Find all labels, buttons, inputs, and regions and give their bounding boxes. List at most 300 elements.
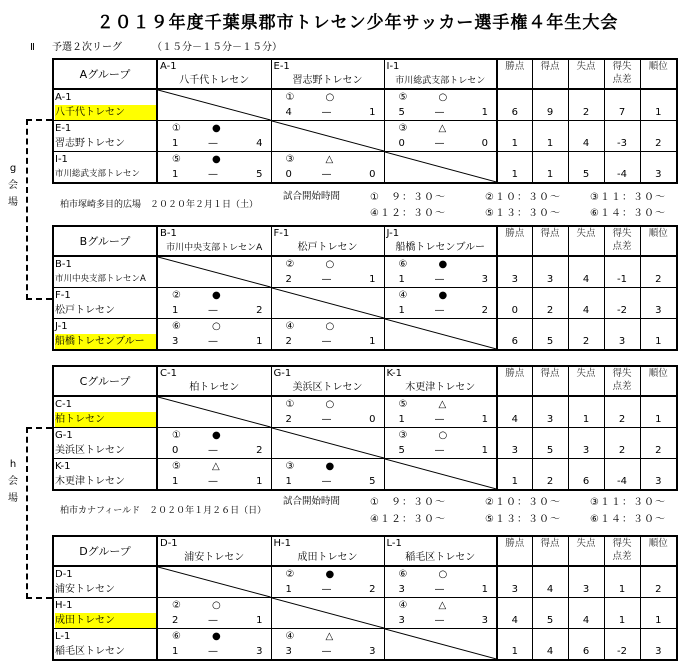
goals-for-value: 5 [532,319,568,351]
kickoff-time-5: ⑤１３：３０～ [485,208,561,219]
opponent-header [271,536,384,566]
score-separator: — [321,107,332,118]
team-cell [53,288,157,319]
goals-for-header-label: 得点 [540,228,560,239]
opponent-name: 松戸トレセン [297,242,358,253]
score-separator: — [321,584,332,595]
team-cell [53,121,157,152]
score-for: 2 [285,336,292,347]
team-code: F-1 [55,290,71,301]
table-header-row [53,536,677,566]
rank-header-label: 順位 [648,538,668,549]
match-round-number: ⑥ [398,259,408,270]
team-cell [53,152,157,184]
goals-for-value: 5 [532,428,568,459]
table-row [53,256,677,288]
score-for: 5 [398,107,405,118]
match-outcome-symbol: ○ [325,399,335,410]
score-against: 1 [369,336,376,347]
table-row [53,319,677,351]
team-name-highlighted: 成田トレセン [55,613,156,628]
score-for: 0 [398,138,405,149]
venue-h-label [6,456,20,507]
score-separator: — [434,107,445,118]
rank-value: 3 [640,629,677,661]
goal-diff-header-line-2: 点差 [612,551,632,562]
match-outcome-symbol: ● [212,123,221,134]
opponent-name: 八千代トレセン [179,75,250,86]
goals-against-header [568,226,604,256]
match-result-cell [271,396,384,428]
opponent-code: I-1 [386,61,400,72]
opponent-code: H-1 [273,538,291,549]
match-outcome-symbol: △ [212,461,220,472]
points-header [497,59,532,89]
table-row [53,428,677,459]
points-value: 1 [497,152,532,184]
opponent-header [384,366,497,396]
score-for: 1 [172,646,179,657]
opponent-name: 美浜区トレセン [292,382,363,393]
goals-for-value: 4 [532,629,568,661]
team-code: B-1 [55,259,72,270]
points-header-label: 勝点 [505,368,525,379]
kickoff-time-3: ③１１：３０～ [590,497,666,508]
rank-header-label: 順位 [648,228,668,239]
rank-value: 1 [640,319,677,351]
rank-value: 1 [640,89,677,121]
opponent-name: 木更津トレセン [405,382,476,393]
match-outcome-symbol: ● [212,430,221,441]
goal-diff-header [604,536,640,566]
rank-header [640,59,677,89]
score-against: 0 [481,138,488,149]
points-header [497,366,532,396]
team-name: 美浜区トレセン [55,445,125,456]
opponent-code: B-1 [160,228,177,239]
score-separator: — [208,169,218,180]
goals-for-value: 3 [532,256,568,288]
goals-for-value: 2 [532,288,568,319]
match-result-cell [384,288,497,319]
score-separator: — [321,646,332,657]
points-value: 6 [497,319,532,351]
goals-for-header [532,366,568,396]
match-round-number: ② [285,259,295,270]
match-round-number: ④ [398,290,408,301]
match-result-cell [271,629,384,661]
points-value: 1 [497,459,532,491]
score-separator: — [434,274,445,285]
opponent-header [384,59,497,89]
points-value: 1 [497,121,532,152]
team-cell [53,256,157,288]
group-table-c [52,365,678,491]
score-for: 2 [285,274,292,285]
match-result-cell [271,459,384,491]
score-separator: — [208,476,218,487]
score-against: 1 [481,584,488,595]
opponent-code: K-1 [386,368,402,379]
self-match-diagonal [157,89,271,121]
group-table-d [52,535,678,661]
score-against: 5 [256,169,263,180]
score-separator: — [434,414,445,425]
opponent-header [271,59,384,89]
venue-jo: 場 [8,493,18,504]
score-for: 4 [285,107,292,118]
opponent-header [157,59,271,89]
score-separator: — [208,336,218,347]
score-for: 3 [285,646,292,657]
match-round-number: ② [285,569,295,580]
match-outcome-symbol: △ [325,154,334,165]
team-cell [53,629,157,661]
team-code: J-1 [55,321,68,332]
score-against: 5 [369,476,376,487]
opponent-header [157,366,271,396]
rank-value: 1 [640,396,677,428]
score-for: 3 [398,615,405,626]
match-round-number: ③ [285,154,295,165]
score-against: 3 [481,615,488,626]
score-separator: — [321,274,332,285]
team-cell [53,319,157,351]
team-name: 習志野トレセン [55,138,125,149]
match-result-cell [271,89,384,121]
match-result-cell [384,566,497,598]
self-match-diagonal [157,566,271,598]
score-separator: — [321,414,332,425]
opponent-name: 浦安トレセン [184,552,245,563]
score-for: 0 [172,445,179,456]
points-value: 3 [497,256,532,288]
score-separator: — [321,476,332,487]
goal-diff-value: -3 [604,121,640,152]
opponent-header [384,536,497,566]
match-round-number: ① [172,123,181,134]
table-row [53,459,677,491]
match-result-cell [384,428,497,459]
goal-diff-header-line-2: 点差 [612,74,632,85]
points-value: 4 [497,598,532,629]
goal-diff-header-line-1: 得失 [612,538,632,549]
venue-letter: h [9,459,17,470]
opponent-header [157,226,271,256]
points-header-label: 勝点 [505,538,525,549]
opponent-code: C-1 [160,368,177,379]
team-code: K-1 [55,461,71,472]
score-against: 3 [256,646,263,657]
goals-against-header-label: 失点 [576,368,596,379]
match-round-number: ⑥ [172,321,181,332]
team-code: L-1 [55,631,71,642]
goals-for-header [532,536,568,566]
venue-h-schedule-label: 試合開始時間 [283,496,341,507]
opponent-name: 市川総武支部トレセン [395,76,486,86]
team-name: 市川総武支部トレセン [55,169,141,179]
rank-value: 3 [640,288,677,319]
match-outcome-symbol: ○ [438,430,448,441]
match-result-cell [271,256,384,288]
match-round-number: ③ [398,123,408,134]
score-against: 1 [369,107,376,118]
goal-diff-value: -2 [604,288,640,319]
rank-header-label: 順位 [648,61,668,72]
score-for: 1 [398,274,405,285]
match-result-cell [384,598,497,629]
self-match-diagonal [271,288,384,319]
self-match-diagonal [384,459,497,491]
score-for: 1 [398,305,405,316]
goals-for-value: 4 [532,566,568,598]
goals-against-value: 2 [568,89,604,121]
rank-value: 2 [640,121,677,152]
match-round-number: ⑤ [172,461,181,472]
goals-against-value: 2 [568,319,604,351]
opponent-code: L-1 [386,538,402,549]
score-for: 1 [398,414,405,425]
match-result-cell [157,598,271,629]
kickoff-time-4: ④１２：３０～ [370,514,446,525]
team-cell [53,598,157,629]
venue-g-bracket [26,119,52,300]
team-name: 松戸トレセン [55,305,115,316]
points-value: 0 [497,288,532,319]
opponent-name: 柏トレセン [189,382,240,393]
team-code: H-1 [55,600,73,611]
match-round-number: ⑤ [172,154,181,165]
opponent-name: 市川中央支部トレセンA [166,243,263,253]
match-round-number: ① [285,92,295,103]
points-value: 3 [497,566,532,598]
opponent-code: G-1 [273,368,292,379]
match-outcome-symbol: ● [212,290,221,301]
match-round-number: ④ [285,321,295,332]
score-against: 1 [481,107,488,118]
venue-kai: 会 [8,180,18,191]
score-for: 1 [172,169,179,180]
score-against: 3 [481,274,488,285]
opponent-code: F-1 [273,228,290,239]
goals-against-value: 4 [568,288,604,319]
table-row [53,121,677,152]
team-cell [53,566,157,598]
match-outcome-symbol: ○ [325,92,335,103]
goals-against-header [568,366,604,396]
table-header-row [53,226,677,256]
match-round-number: ⑥ [398,569,408,580]
score-against: 2 [481,305,488,316]
rank-header-label: 順位 [648,368,668,379]
table-header-row [53,366,677,396]
score-separator: — [321,169,332,180]
score-against: 4 [256,138,263,149]
venue-g-place-date: 柏市塚崎多目的広場 ２０２０年２月１日（土） [60,200,259,210]
kickoff-time-5: ⑤１３：３０～ [485,514,561,525]
score-for: 1 [285,476,292,487]
kickoff-time-4: ④１２：３０～ [370,208,446,219]
table-row [53,598,677,629]
score-for: 1 [172,305,179,316]
group-name: Dグループ [53,536,157,566]
venue-g-label [6,160,20,211]
points-value: 3 [497,428,532,459]
team-code: C-1 [55,399,72,410]
goal-diff-header-line-2: 点差 [612,241,632,252]
match-outcome-symbol: △ [438,399,447,410]
goals-against-value: 4 [568,256,604,288]
self-match-diagonal [271,428,384,459]
goal-diff-header-line-1: 得失 [612,368,632,379]
match-result-cell [157,428,271,459]
goal-diff-value: -4 [604,152,640,184]
opponent-code: E-1 [273,61,290,72]
goal-diff-header-line-1: 得失 [612,228,632,239]
match-result-cell [157,288,271,319]
goal-diff-value: 3 [604,319,640,351]
match-result-cell [157,459,271,491]
match-outcome-symbol: ○ [438,92,448,103]
rank-value: 2 [640,428,677,459]
group-table-a [52,58,678,184]
match-outcome-symbol: ● [438,290,448,301]
table-row [53,629,677,661]
match-outcome-symbol: ○ [325,321,335,332]
team-cell [53,89,157,121]
score-against: 0 [369,414,376,425]
goals-against-header-label: 失点 [576,538,596,549]
group-name: Aグループ [53,59,157,89]
table-row [53,288,677,319]
goals-against-header-label: 失点 [576,228,596,239]
kickoff-time-6: ⑥１４：３０～ [590,208,666,219]
match-round-number: ④ [285,631,295,642]
self-match-diagonal [384,319,497,351]
goals-for-header [532,226,568,256]
goal-diff-value: 1 [604,598,640,629]
self-match-diagonal [157,256,271,288]
self-match-diagonal [384,629,497,661]
opponent-name: 稲毛区トレセン [405,552,476,563]
points-header-label: 勝点 [505,228,525,239]
score-against: 3 [369,646,376,657]
match-outcome-symbol: ○ [212,600,221,611]
score-separator: — [434,584,445,595]
points-value: 4 [497,396,532,428]
score-separator: — [434,138,445,149]
points-header [497,536,532,566]
match-round-number: ② [172,290,181,301]
team-name-highlighted: 八千代トレセン [55,105,156,120]
match-outcome-symbol: △ [325,631,334,642]
score-for: 1 [172,476,179,487]
score-separator: — [208,445,218,456]
opponent-code: J-1 [386,228,400,239]
match-result-cell [157,121,271,152]
opponent-header [157,536,271,566]
goals-against-value: 4 [568,121,604,152]
match-round-number: ③ [398,430,408,441]
team-cell [53,459,157,491]
score-for: 0 [285,169,292,180]
goals-for-value: 1 [532,152,568,184]
venue-h-bracket [26,427,52,599]
score-for: 2 [285,414,292,425]
score-separator: — [434,615,445,626]
points-header [497,226,532,256]
opponent-header [271,366,384,396]
stage-label: 予選２次リーグ [52,42,122,53]
match-round-number: ① [172,430,181,441]
goals-for-header-label: 得点 [540,368,560,379]
team-cell [53,396,157,428]
goal-diff-header [604,226,640,256]
match-outcome-symbol: ● [212,154,221,165]
match-outcome-symbol: ● [325,569,335,580]
table-row [53,152,677,184]
score-for: 1 [172,138,179,149]
match-result-cell [384,256,497,288]
section-numeral: Ⅱ [30,42,35,53]
venue-g-schedule-label: 試合開始時間 [283,191,341,202]
match-result-cell [384,89,497,121]
match-outcome-symbol: ○ [212,321,221,332]
opponent-code: A-1 [160,61,177,72]
score-against: 1 [256,615,263,626]
rank-header [640,536,677,566]
goal-diff-value: -4 [604,459,640,491]
match-outcome-symbol: △ [438,600,447,611]
score-against: 1 [256,476,263,487]
goal-diff-header [604,59,640,89]
rank-header [640,226,677,256]
team-name: 稲毛区トレセン [55,646,125,657]
match-round-number: ⑥ [172,631,181,642]
match-round-number: ⑤ [398,92,408,103]
score-against: 2 [369,584,376,595]
score-against: 2 [256,305,263,316]
score-for: 3 [398,584,405,595]
goal-diff-value: 2 [604,428,640,459]
goals-for-value: 1 [532,121,568,152]
match-outcome-symbol: △ [438,123,447,134]
page-title: ２０１９年度千葉県郡市トレセン少年サッカー選手権４年生大会 [96,13,619,33]
goals-for-header [532,59,568,89]
score-for: 3 [172,336,179,347]
score-for: 5 [398,445,405,456]
rank-value: 2 [640,256,677,288]
match-round-number: ③ [285,461,295,472]
match-duration: （１５分－１５分－１５分） [152,42,282,53]
self-match-diagonal [271,121,384,152]
team-code: E-1 [55,123,72,134]
goals-against-value: 1 [568,396,604,428]
match-round-number: ④ [398,600,408,611]
match-result-cell [384,121,497,152]
venue-jo: 場 [8,197,18,208]
points-value: 1 [497,629,532,661]
points-header-label: 勝点 [505,61,525,72]
opponent-name: 成田トレセン [297,552,358,563]
self-match-diagonal [157,396,271,428]
goals-for-value: 2 [532,459,568,491]
goals-against-header [568,59,604,89]
score-against: 1 [481,414,488,425]
match-round-number: ① [285,399,295,410]
team-name: 浦安トレセン [55,584,115,595]
team-name: 木更津トレセン [55,476,125,487]
